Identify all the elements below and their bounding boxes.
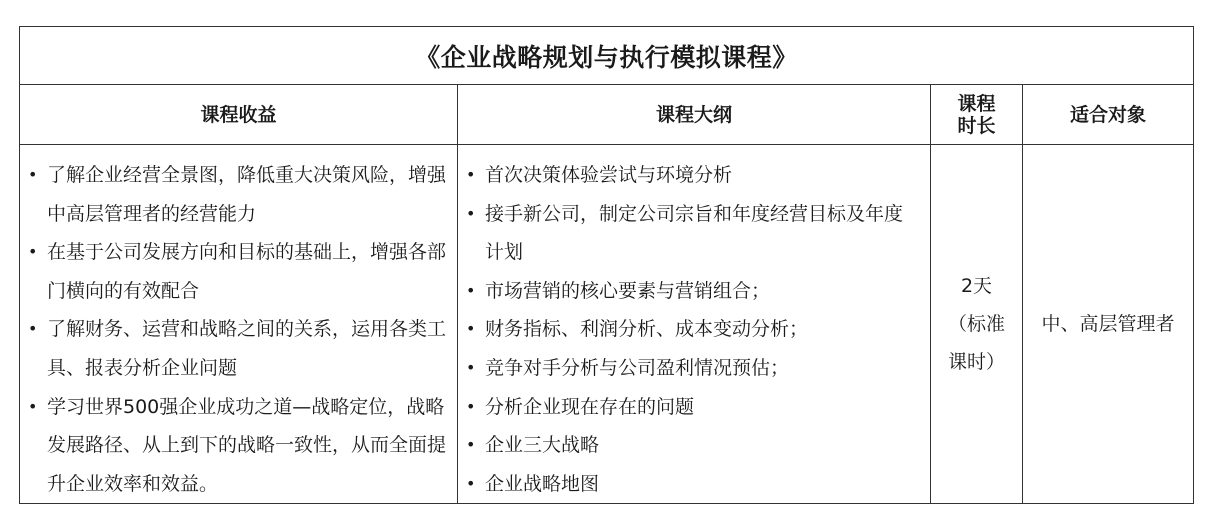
outline-item: • 企业战略地图 <box>466 465 920 504</box>
header-duration-line1: 课程 <box>957 92 996 115</box>
benefit-item: • 学习世界500强企业成功之道—战略定位，战略发展路径、从上到下的战略一致性，从而全面提升企业效率和效益。 <box>28 388 447 504</box>
content-row <box>20 145 1194 504</box>
outline-item: • 企业三大战略 <box>466 426 920 465</box>
course-table <box>19 26 1194 504</box>
title-row <box>20 27 1194 85</box>
benefit-item: • 了解财务、运营和战略之间的关系，运用各类工具、报表分析企业问题 <box>28 310 447 387</box>
table-title: 《企业战略规划与执行模拟课程》 <box>20 27 1194 85</box>
header-benefits: 课程收益 <box>20 85 458 145</box>
outline-item: • 市场营销的核心要素与营销组合； <box>466 272 920 311</box>
header-duration-line2: 时长 <box>957 114 996 137</box>
outline-item: • 分析企业现在存在的问题 <box>466 388 920 427</box>
benefit-item: • 在基于公司发展方向和目标的基础上，增强各部门横向的有效配合 <box>28 233 447 310</box>
header-duration <box>931 85 1023 145</box>
header-audience: 适合对象 <box>1023 85 1194 145</box>
outline-item: • 首次决策体验尝试与环境分析 <box>466 156 920 195</box>
outline-item: • 接手新公司，制定公司宗旨和年度经营目标及年度计划 <box>466 195 920 272</box>
header-outline: 课程大纲 <box>458 85 931 145</box>
benefits-list <box>20 145 457 503</box>
outline-cell <box>458 145 931 504</box>
duration-cell <box>931 145 1023 504</box>
benefits-cell <box>20 145 458 504</box>
outline-item: • 财务指标、利润分析、成本变动分析； <box>466 310 920 349</box>
duration-note-line1: （标准 <box>947 313 1005 336</box>
duration-value: 2天 <box>960 275 993 298</box>
outline-item: • 竞争对手分析与公司盈利情况预估； <box>466 349 920 388</box>
duration-note-line2: 课时） <box>947 351 1005 374</box>
benefit-item: • 了解企业经营全景图，降低重大决策风险，增强中高层管理者的经营能力 <box>28 156 447 233</box>
outline-list <box>458 145 930 503</box>
header-row <box>20 85 1194 145</box>
audience-cell: 中、高层管理者 <box>1023 145 1194 504</box>
